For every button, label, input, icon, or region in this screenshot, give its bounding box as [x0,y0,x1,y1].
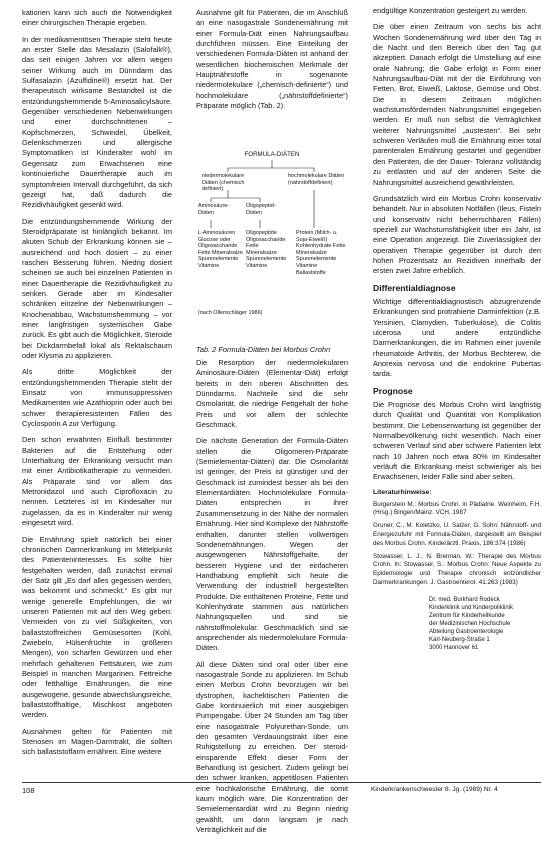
column-right [373,6,541,652]
author-address [373,596,541,652]
diagram-oligopeptide-diets: Oligopeptid-Diäten [246,203,276,216]
literature-entry: Burgerstein M.: Morbus Crohn. in Pädiatrie. Weinheim, F.H. (Hrsg.) Bingen/Mainz. VCH, 1987 [373,500,541,517]
page-number: 108 [22,786,35,795]
paragraph: kationen kann sich auch die Notwendigkeit einer chirurgischen Therapie ergeben. [22,8,172,28]
journal-footer: Kinderkrankenschwester 8. Jg. (1989) Nr. 4 [371,786,498,793]
formula-diet-diagram [196,146,348,322]
heading-prognosis: Prognose [373,385,413,396]
heading-differential-diagnosis: Differentialdiagnose [373,282,456,293]
literature-entry: Stowasser, L. J., N. Brennan, W.: Therapie des Morbus Crohn. In: Stowasser, S.: Morbus Crohn: Neue Aspekte zu Epidemiologie und Therapie chronisch entzündlicher Darmerkrankungen. J. Gastroenterol. 41:263 (1983) [373,552,541,586]
diagram-root: FORMULA-DIÄTEN [244,151,300,158]
paragraph: Den schon erwähnten Einfluß bestimmter Bakterien auf die Entstehung oder Unterhaltung der Erkrankung versucht man mit einer Antibiotikatherapie zu vermeiden. Als Präparate sind vor allem das Metronidazol und auch Ciprofloxacin zu nennen. Letzteres ist im Kindesalter nur zugelassen, da es in Kinderalter nur wenig eingesetzt wird. [22,435,172,528]
literature-title: Literaturhinweise: [373,488,432,496]
paragraph: Als dritte Möglichkeit der entzündungshemmenden Therapie steht der Einsatz von immunsuppressiven Medikamenten wie Azathioprin oder auch bei schwer therapieresistenten Fällen des Cyclosporin A zur Verfügung. [22,367,172,429]
paragraph: Grundsätzlich wird ein Morbus Crohn konservativ behandelt. Nur in absoluten Notfällen (Ileus, Fisteln und konservativ nicht beherrschbaren Fällen) speziell zur Wachstumsfähigkeit über ein Jahr, ist eine Operation angezeigt. Die Zuverlässigkeit der operativen Therapie gegenüber ist durch den hohen Prozentsatz an Rezidiven innerhalb der ersten zwei Jahre erheblich. [373,193,541,276]
address-line: Kinderklinik und Kinderpoliklinik [429,604,514,611]
diagram-branch-high-molecular: hochmolekulare Diäten (nährstoffdefiniert) [288,173,345,186]
diagram-branch-low-molecular: niedermolekulare Diäten (chemisch definiert) [202,173,245,193]
address-line: Zentrum für Kinderheilkunde [429,612,505,619]
paragraph: Ausnahme gilt für Patienten, die im Anschluß an eine nasogastrale Sondenernährung mit einer Formula-Diät einen Nahrungsaufbau durchführen müssen. Eine Einteilung der verschiedenen Formula-Diäten ist anhand der wesentlichen biochemischen Merkmale der Hauptnährstoffe in sogenannte niedermolekulare („chemisch-definierte“) und hochmolekulare („nährstoffdefinierte“) Präparate möglich (Tab. 2). [196,8,348,111]
footer-rule [22,782,541,783]
table-caption: Tab. 2 Formula-Diäten bei Morbus Crohn [196,345,331,354]
diagram-source: (nach Ollenschläger 1986) [198,310,263,316]
diagram-leaf-amino-acid: L-Aminosäuren Glucose oder Oligosaccharide Fette Mineralsalze Spurenelemente Vitamine [198,230,243,269]
address-line: 3000 Hannover 61 [429,644,479,651]
column-middle-bottom [196,358,348,841]
diagram-leaf-protein: Protein (Milch- u. Soja-Eiweiß) Kohlenhydrate Fette Mineralsalze Spurenelemente Vitamine Ballaststoffe [296,230,346,276]
paragraph: Die über einen Zeitraum von sechs bis acht Wochen Sondenernährung wird über den Tag in die Nacht und den Bereich über den Tag gut akzeptiert. Danach erfolgt die Umstellung auf eine orale Nahrung; die Gabe erfolgt in Form einer Nahrungsaufbau-Diät mit der die Einführung von Fetten, Brot, Eiweiß, Laktose, Gemüse und Obst. Die in diesem Zeitraum möglichen wachstumsfördernden Nahrungsmittel eingegeben werden. Er muß nun selbst die Verträglichkeit weiterer Nahrungsmittel „austesten“. Bei sehr schweren Verläufen muß die Ernährung einer total parenteralen Ernährung gestartet und gegenüber den Patienten, die der Dauer- Toleranz vollständig zu entlasten und auf der anderen Seite die Nahrungsmittel ausreichend gewährleisten. [373,22,541,187]
paragraph: Die Resorption der niedermolekularen Aminosäure-Diäten (Elementar-Diät) erfolgt bereits in den oberen Abschnitten des Dünndarms. Nachteile sind die sehr Osmolarität, die niedrige Fettgehalt der hohe Preis und vor allem der schlechte Geschmack. [196,358,348,430]
paragraph: Die Prognose des Morbus Crohn wird langfristig durch Qualität und Quantität von Komplikation bestimmt. Die Lebenserwartung ist gegenüber der Normalbevölkerung nicht wesentlich. Nach einer schweren Verlauf sind aber schwere Patienten lebt nach 10 Jahren noch etwa 80% im Kindesalter verläuft die Erkrankung meist schwieriger als bei Erwachsenen, leider Fälle sind aber selten. [373,400,541,482]
paragraph: In der medikamentösen Therapie steht heute an erster Stelle das Mesalazin (Salofalk®), das seit einigen Jahren vor allem wegen seiner Wirkung auch im Dünndarm das Sulfasalazin (Azulfidine®) ersetzt hat. Der therapeutisch wirksame Bestandteil ist die entzündungshemmende 5-Aminosalicylsäure. Gegenüber verschiedenen Nebenwirkungen und einer durchschnittenen – Kopfschmerzen, Schwindel, Übelkeit, Gelenkschmerzen und allergische Symptomatiken ist Kinderalter wohl im Gegensatz zum Erwachsenen eine kontinuierliche Dauertherapie auch im symptomfreien Intervall durchgeführt, da sich gezeigt hat, daß dadurch die Rezidivhäufigkeit gesenkt wird. [22,34,172,210]
diagram-amino-acid-diets: Aminosäure-Diäten [198,203,230,216]
address-line: Dr. med. Burkhard Rodeck [429,596,500,603]
literature-entry: Gruner, C., M. Koletzko, U. Salzer, G. Sohn: Nährstoff- und Energiezufuhr mit Formula-Diäten, dargestellt am Beispiel des Morbus Crohn. Kinderärztl. Praxis, 186:374 (1986) [373,522,541,547]
paragraph: Wichtige differentialdiagnostisch abzugrenzende Erkrankungen sind protrahierte Darminfektion (z.B. Yersinien, Clamydien, Tuberkulose), die Colitis ulcerosa und andere entzündliche Darmerkrankungen, die im Rahmen einer juvenile rheumatoide Arthritis, der Morbus Bechterew, die Anorexia nervosa und die endokrine Pubertas tarda. [373,296,541,379]
diagram-leaf-oligopeptide: Oligopeptide Oligosaccharide Fette Mineralsalze Spurenelemente Vitamine [246,230,287,269]
column-middle-top [196,8,348,117]
paragraph: Die Ernährung spielt natürlich bei einer chronischen Darmerkrankung im Mittelpunkt des Patienteninteresses. Es sollte hier festgehalten werden, daß zunächst einmal der Satz gilt „Es darf alles gegessen werden, was bekommt und schmeckt.“ Es gibt nur wenige generelle Empfehlungen, die wir unseren Patienten mit auf den Weg geben: Vermeiden von zu viel Süßigkeiten, von ballaststoffreichen Gemüsesorten (Kohl, Zwiebeln, Hülsenfrüchte in größeren Mengen), von scharfen Gewürzen und eher mehrfach gehaltenen Fettsäuren, wie zum Beispiel in manchen Margarinen. Fettreiche oder fetthaltige Ernährungen, die eine ausgewogene, gesunde abwechslungsreiche, ballaststoffhaltige, Mischkost angeboten werden. [22,534,172,720]
paragraph: All diese Diäten sind oral oder über eine nasogastrale Sonde zu applizieren. Im Schub einen Morbus Crohn bevorzugen wir bei dystrophen, kachektischen Patienten die Gabe kontinuierlich mit einer ausgiebigen Pumpengabe. Über 24 Stunden am Tag über eine nasogastrale Polyurethan-Sonde, um den gesamten Verdauungstrakt über eine Ruhigstellung zu erreichen. Der steroid-einsparende Effekt dieser Form der Behandlung ist gesichert. Zudem gelingt bei den schwer kranken, appetitlosen Patienten eine hochkalorische Ernährung, die somit kaum möglich wäre. Die Konzentration der Semielementardiät wird zu Beginn niedrig gewählt, um dann langsam je nach Verträglichkeit auf die [196,659,348,835]
address-line: der Medizinischen Hochschule [429,620,511,627]
address-line: Karl-Neuberg-Straße 1 [429,636,490,643]
paragraph: Ausnahmen gelten für Patienten mit Stenosen im Magen-Darmtrakt, die sollten sich ballaststoffarm ernähren. Eine weitere [22,726,172,757]
column-left [22,8,172,764]
address-line: Abteilung Gastroenterologie [429,628,504,635]
paragraph: Die entzündungshemmende Wirkung der Steroidpräparate ist hinlänglich bekannt. Im akuten Schub der Erkrankung können sie – ausreichend und hoch dosiert – zu einer raschen Besserung führen. Niedrig dosiert scheinen sie auch bei einzelnen Patienten in einer Dauertherapie die Rezidivhäufigkeit zu senken. Gerade aber im Kindesalter schränken einzelne der Nebenwirkungen – Knochenabbau, Wachstumshemmung – vor einer langfristigen systemischen Gabe zurück. Es gibt auch die Möglichkeit, Steroide bei Dickdarmbefall lokal als Rektalschaum oder Klysma zu applizieren. [22,216,172,360]
literature [373,489,541,588]
paragraph: Die nächste Generation der Formula-Diäten stellen die Oligomeren-Präparate (Semielementar-Diäten) dar. Die Osmolarität ist geringer, der Preis ist günstiger und der Geschmack ist zumindest besser als bei den Elementardiäten. Hochmolekulare Formula-Diäten entsprechen in ihrer Zusammensetzung in der Nähe der normalen Ernährung. Hier sind Komplexe der Nährstoffe enthalten, darunter stellen vollwertigen Sondenernährungen. Wegen der ausgewogenen Nährstoffgehalte, der besseren Hygiene und der einfacheren Handhabung empfiehlt sich heute die Verwendung der industriell hergestellten Produkte. Die enthaltenen Proteine, Fette und Kohlenhydrate stammen aus natürlichen Nahrungsquellen und sind sie nährstoffmolekular. Geschmacklich sind sie ansprechender als niedermolekulare Formula-Diäten. [196,436,348,653]
paragraph: endgültige Konzentration gesteigert zu werden. [373,6,528,15]
